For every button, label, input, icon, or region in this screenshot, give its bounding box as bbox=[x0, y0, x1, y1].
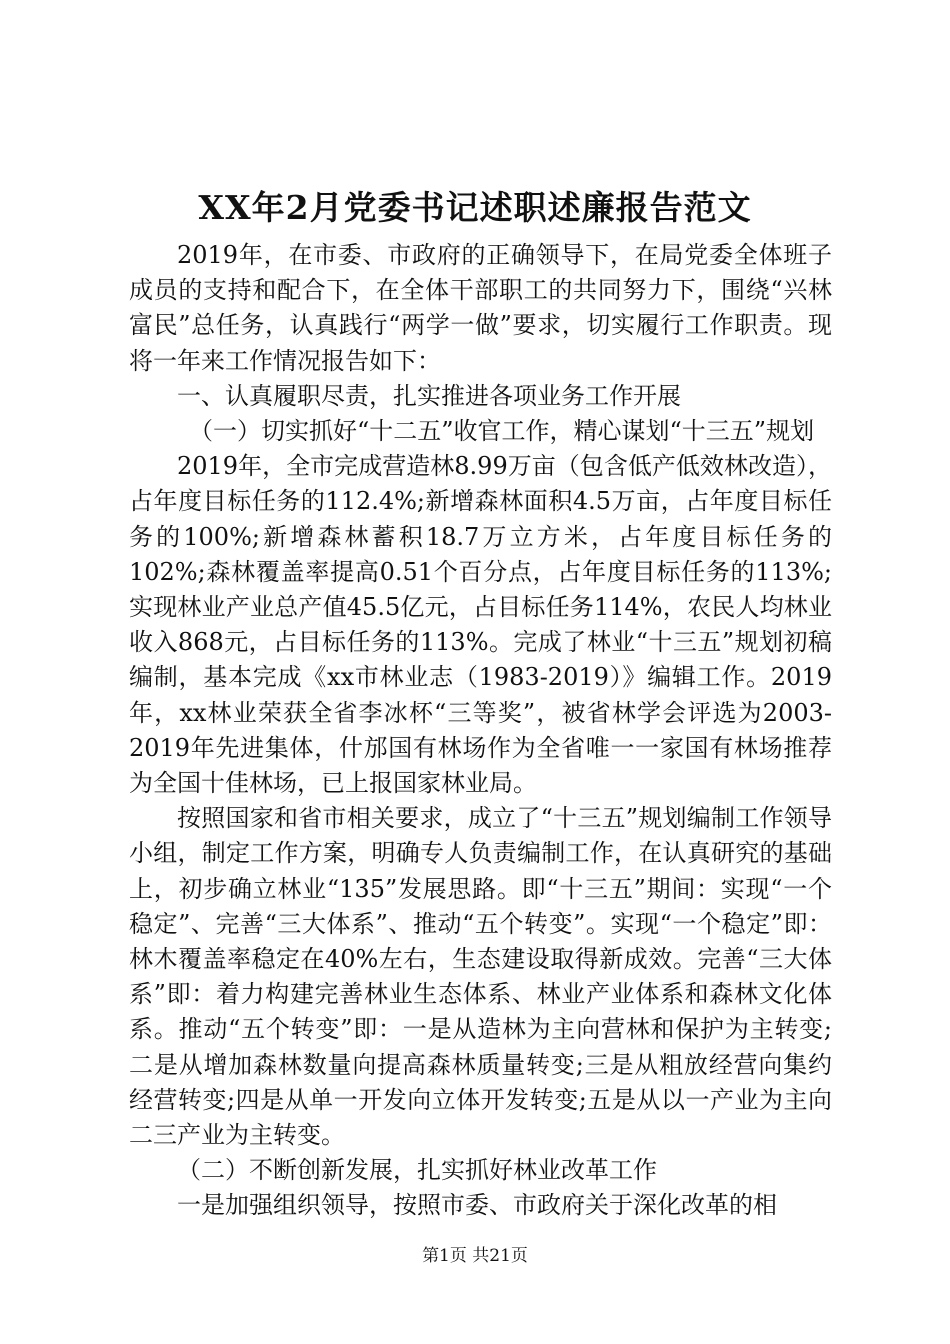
document-body bbox=[129, 238, 832, 1224]
page-number-footer: 第1页 共21页 bbox=[422, 1246, 528, 1266]
paragraph-planning: 按照国家和省市相关要求，成立了“十三五”规划编制工作领导小组，制定工作方案，明确专人负责编制工作，在认真研究的基础上，初步确立林业“135”发展思路。即“十三五”期间：实现“一个稳定”、完善“三大体系”、推动“五个转变”。实现“一个稳定”即：林木覆盖率稳定在40%左右，生态建设取得新成效。完善“三大体系”即：着力构建完善林业生态体系、林业产业体系和森林文化体系。推动“五个转变”即：一是从造林为主向营林和保护为主转变;二是从增加森林数量向提高森林质量转变;三是从粗放经营向集约经营转变;四是从单一开发向立体开发转变;五是从以一产业为主向二三产业为主转变。 bbox=[129, 804, 832, 1150]
paragraph-intro: 2019年，在市委、市政府的正确领导下，在局党委全体班子成员的支持和配合下，在全体干部职工的共同努力下，围绕“兴林富民”总任务，认真践行“两学一做”要求，切实履行工作职责。现将一年来工作情况报告如下： bbox=[129, 241, 832, 375]
subsection-heading-1: （一）切实抓好“十二五”收官工作，精心谋划“十三五”规划 bbox=[189, 417, 815, 446]
paragraph-achievements: 2019年，全市完成营造林8.99万亩（包含低产低效林改造），占年度目标任务的112.4%;新增森林面积4.5万亩，占年度目标任务的100%;新增森林蓄积18.7万立方米，占年度目标任务的102%;森林覆盖率提高0.51个百分点，占年度目标任务的113%;实现林业产业总产值45.5亿元，占目标任务114%，农民人均林业收入868元，占目标任务的113%。完成了林业“十三五”规划初稿编制，基本完成《xx市林业志（1983-2019）》编辑工作。2019年，xx林业荣获全省李冰杯“三等奖”，被省林学会评选为2003-2019年先进集体，什邡国有林场作为全省唯一一家国有林场推荐为全国十佳林场，已上报国家林业局。 bbox=[129, 452, 832, 798]
paragraph-reform: 一是加强组织领导，按照市委、市政府关于深化改革的相 bbox=[177, 1191, 777, 1220]
document-title: XX年2月党委书记述职述廉报告范文 bbox=[198, 188, 752, 227]
section-heading-1: 一、认真履职尽责，扎实推进各项业务工作开展 bbox=[177, 381, 681, 410]
subsection-heading-2: （二）不断创新发展，扎实抓好林业改革工作 bbox=[177, 1156, 657, 1185]
